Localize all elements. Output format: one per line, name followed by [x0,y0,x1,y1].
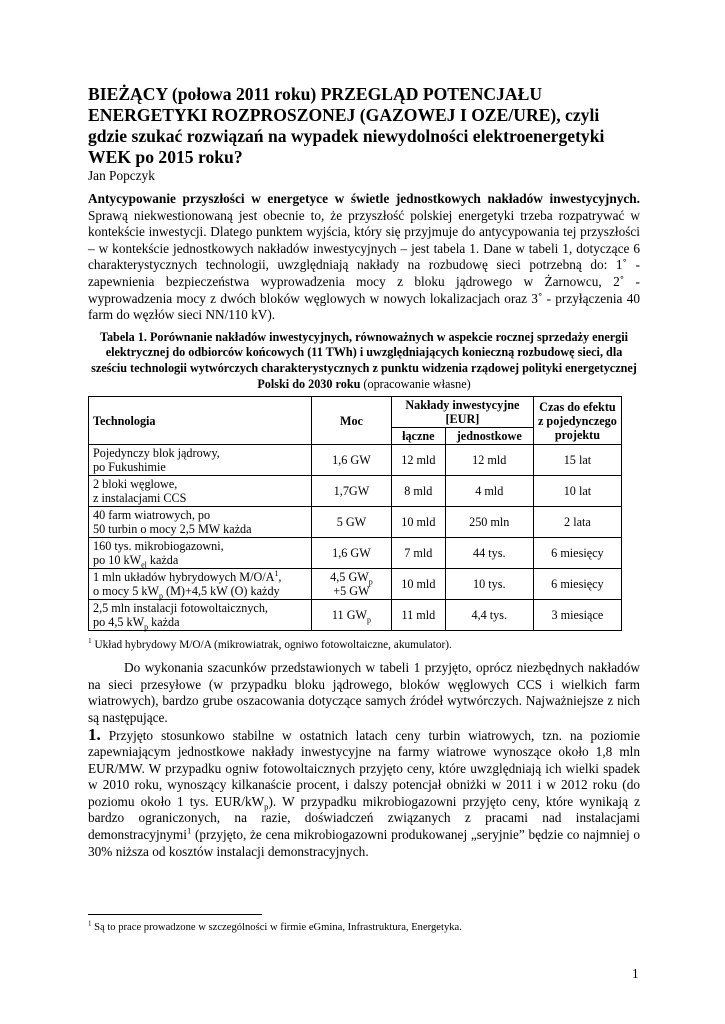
table-row [89,569,622,600]
table-note: $^1$ Układ hybrydowy M/O/A (mikrowiatrak, ogniwo fotowoltaiczne, akumulator). [88,636,452,652]
paragraph-intro [88,191,640,324]
cell-laczne: 10 mld [391,569,445,600]
cell-technology: 2,5 mln instalacji fotowoltaicznych, po 4,5 $kW_p$ każda [89,600,312,631]
header-technologia: Technologia [89,397,312,445]
cell-moc: 4,5 $GW_p$ +5 GW [311,569,391,600]
caption-bold: Tabela 1. Porównanie nakładów inwestycyjnych, równoważnych w aspekcie rocznej sprzedaży energii elektrycznej do odbiorców końcowych (11 TWh) i uwzględniających konieczną rozbudowę sieci, dla sześciu technologii wytwórczych charakterystycznych z punktu widzenia rządowej polityki energetycznej Polski do 2030 roku [91,329,637,391]
cell-technology: Pojedynczy blok jądrowy, po Fukushimie [89,445,312,476]
header-laczne: łączne [391,428,445,445]
cell-moc: 1,6 GW [311,445,391,476]
table-row [89,476,622,507]
author: Jan Popczyk [88,168,155,183]
cell-moc: 11 $GW_p$ [311,600,391,631]
cell-czas: 3 miesiące [533,600,621,631]
cell-moc: 1,7GW [311,476,391,507]
cell-jednostkowe: 250 mln [445,507,533,538]
cell-czas: 6 miesięcy [533,569,621,600]
cell-laczne: 12 mld [391,445,445,476]
header-moc: Moc [311,397,391,445]
footnote-separator [88,914,262,915]
paragraph-assumptions: Do wykonania szacunków przedstawionych w tabeli 1 przyjęto, oprócz niezbędnych nakładów na sieci przesyłowe (w przypadku bloku jądrowego, bloków węglowych CCS i wielkich farm wiatrowych), bardzo grube oszacowania dotyczące samych źródeł wytwórczych. Najważniejsze z nich są następujące. [88,660,640,725]
cell-jednostkowe: 12 mld [445,445,533,476]
cell-technology: 1 mln układów hybrydowych $M/O/A^1$, o mocy 5 $kW_p$ (M)+4,5 kW (O) każdy [89,569,312,600]
intro-bold-lead: Antycypowanie przyszłości w energetyce w świetle jednostkowych nakładów inwestycyjnych. [88,191,640,206]
document-title: BIEŻĄCY (połowa 2011 roku) PRZEGLĄD POTENCJAŁU ENERGETYKI ROZPROSZONEJ (GAZOWEJ I OZE/URE), czyli gdzie szukać rozwiązań na wypadek niewydolności elektroenergetyki WEK po 2015 roku? [88,84,605,167]
cell-laczne: 7 mld [391,538,445,569]
cell-czas: 2 lata [533,507,621,538]
cell-laczne: 8 mld [391,476,445,507]
point-number: 1. [88,724,101,744]
table-row [89,600,622,631]
table-row [89,507,622,538]
cell-technology: 160 tys. mikrobiogazowni, po 10 $kW_{el}$ każda [89,538,312,569]
comparison-table [88,396,622,631]
cell-moc: 1,6 GW [311,538,391,569]
cell-technology: 2 bloki węglowe, z instalacjami CCS [89,476,312,507]
cell-laczne: 11 mld [391,600,445,631]
cell-jednostkowe: 4 mld [445,476,533,507]
header-czas: Czas do efektu z pojedynczego projektu [533,397,621,445]
footnote: $^1$ Są to prace prowadzone w szczególności w firmie eGmina, Infrastruktura, Energetyka. [88,920,462,933]
cell-laczne: 10 mld [391,507,445,538]
cell-moc: 5 GW [311,507,391,538]
paragraph-point-1: 1. Przyjęto stosunkowo stabilne w ostatnich latach ceny turbin wiatrowych, tzn. na poziomie zapewniającym jednostkowe nakłady inwestycyjne na farmy wiatrowe wynoszące około 1,8 mln EUR/MW. W przypadku ogniw fotowoltaicznych przyjęto ceny, które uwzględniają ich wielki spadek w 2010 roku, wynoszący kilkanaście procent, i dalszy potencjał obniżki w 2011 i w 2012 roku (do poziomu około 1 tys. EUR/$kW_p$). W przypadku mikrobiogazowni przyjęto ceny, które wynikają z bardzo ograniczonych, na razie, doświadczeń związanych z pracami nad instalacjami demonstracyjnymi$^1$ (przyjęto, że cena mikrobiogazowni produkowanej „seryjnie” będzie co najmniej o 30% niższa od kosztów instalacji demonstracyjnych. [88,724,640,859]
page-number: 1 [632,966,639,981]
cell-technology: 40 farm wiatrowych, po 50 turbin o mocy 2,5 MW każda [89,507,312,538]
table-row [89,538,622,569]
table-caption [88,330,640,392]
cell-czas: 6 miesięcy [533,538,621,569]
cell-czas: 15 lat [533,445,621,476]
cell-jednostkowe: 4,4 tys. [445,600,533,631]
cell-jednostkowe: 44 tys. [445,538,533,569]
caption-plain: (opracowanie własne) [360,376,471,391]
header-naklady: Nakłady inwestycyjne [EUR] [391,397,533,428]
cell-czas: 10 lat [533,476,621,507]
intro-text: Sprawą niekwestionowaną jest obecnie to, że przyszłość polskiej energetyki trzeba rozpatrywać w kontekście inwestycji. Dlatego punktem wyjścia, który się przyjmuje do antycypowania tej przyszłości – w kontekście jednostkowych nakładów inwestycyjnych – jest tabela 1. Dane w tabeli 1, dotyczące 6 charakterystycznych technologii, uwzględniają nakłady na rozbudowę sieci potrzebną do: 1˚ - zapewnienia bezpieczeństwa wyprowadzenia mocy z bloku jądrowego w Żarnowcu, 2˚ - wyprowadzenia mocy z dwóch bloków węglowych w nowych lokalizacjach oraz 3˚ - przyłączenia 40 farm do węzłów sieci NN/110 kV). [88,207,640,323]
header-jednostkowe: jednostkowe [445,428,533,445]
table-row [89,445,622,476]
cell-jednostkowe: 10 tys. [445,569,533,600]
page-body [88,84,640,860]
